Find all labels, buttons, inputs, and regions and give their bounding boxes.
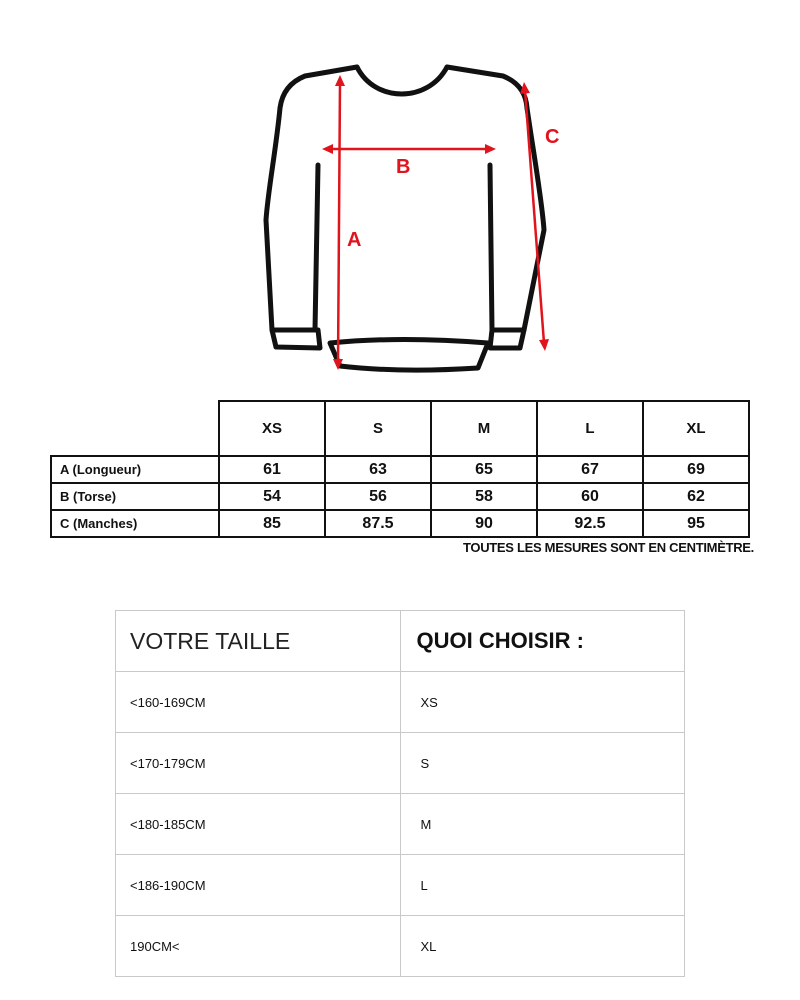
row-label: A (Longueur) — [51, 456, 219, 483]
measure-cell: 67 — [537, 456, 643, 483]
recommended-size: M — [400, 794, 685, 855]
measurements-table — [50, 400, 750, 538]
height-range: <170-179CM — [116, 733, 401, 794]
measure-cell: 61 — [219, 456, 325, 483]
row-label: C (Manches) — [51, 510, 219, 537]
measure-cell: 95 — [643, 510, 749, 537]
height-range: <160-169CM — [116, 672, 401, 733]
measure-cell: 63 — [325, 456, 431, 483]
size-header: M — [431, 401, 537, 456]
table-row — [116, 855, 685, 916]
recommended-size: XS — [400, 672, 685, 733]
measurement-arrows — [322, 75, 549, 370]
height-range: <186-190CM — [116, 855, 401, 916]
size-header-row — [51, 401, 749, 456]
measure-cell: 58 — [431, 483, 537, 510]
table-row — [51, 456, 749, 483]
recommended-size: XL — [400, 916, 685, 977]
measure-cell: 85 — [219, 510, 325, 537]
table-row — [116, 672, 685, 733]
units-note: TOUTES LES MESURES SONT EN CENTIMÈTRE. — [462, 540, 754, 555]
measure-cell: 90 — [431, 510, 537, 537]
size-header: XL — [643, 401, 749, 456]
measure-cell: 69 — [643, 456, 749, 483]
size-header: S — [325, 401, 431, 456]
size-guide-table — [115, 610, 685, 977]
measure-cell: 60 — [537, 483, 643, 510]
size-header: XS — [219, 401, 325, 456]
height-range: <180-185CM — [116, 794, 401, 855]
measure-cell: 92.5 — [537, 510, 643, 537]
sweatshirt-outline — [266, 67, 544, 370]
table-row — [116, 916, 685, 977]
sweatshirt-diagram — [0, 0, 800, 390]
table-row — [51, 510, 749, 537]
measure-cell: 87.5 — [325, 510, 431, 537]
row-label: B (Torse) — [51, 483, 219, 510]
measure-cell: 54 — [219, 483, 325, 510]
measure-cell: 62 — [643, 483, 749, 510]
recommended-size: L — [400, 855, 685, 916]
measure-cell: 65 — [431, 456, 537, 483]
label-c: C — [545, 126, 560, 148]
header-your-height: VOTRE TAILLE — [116, 611, 401, 672]
header-what-to-choose: QUOI CHOISIR : — [400, 611, 685, 672]
label-b: B — [396, 156, 411, 178]
table-row — [116, 794, 685, 855]
label-a: A — [347, 229, 362, 251]
blank-corner-cell — [51, 401, 219, 456]
size-guide-header-row — [116, 611, 685, 672]
height-range: 190CM< — [116, 916, 401, 977]
recommended-size: S — [400, 733, 685, 794]
table-row — [116, 733, 685, 794]
measure-cell: 56 — [325, 483, 431, 510]
size-header: L — [537, 401, 643, 456]
table-row — [51, 483, 749, 510]
